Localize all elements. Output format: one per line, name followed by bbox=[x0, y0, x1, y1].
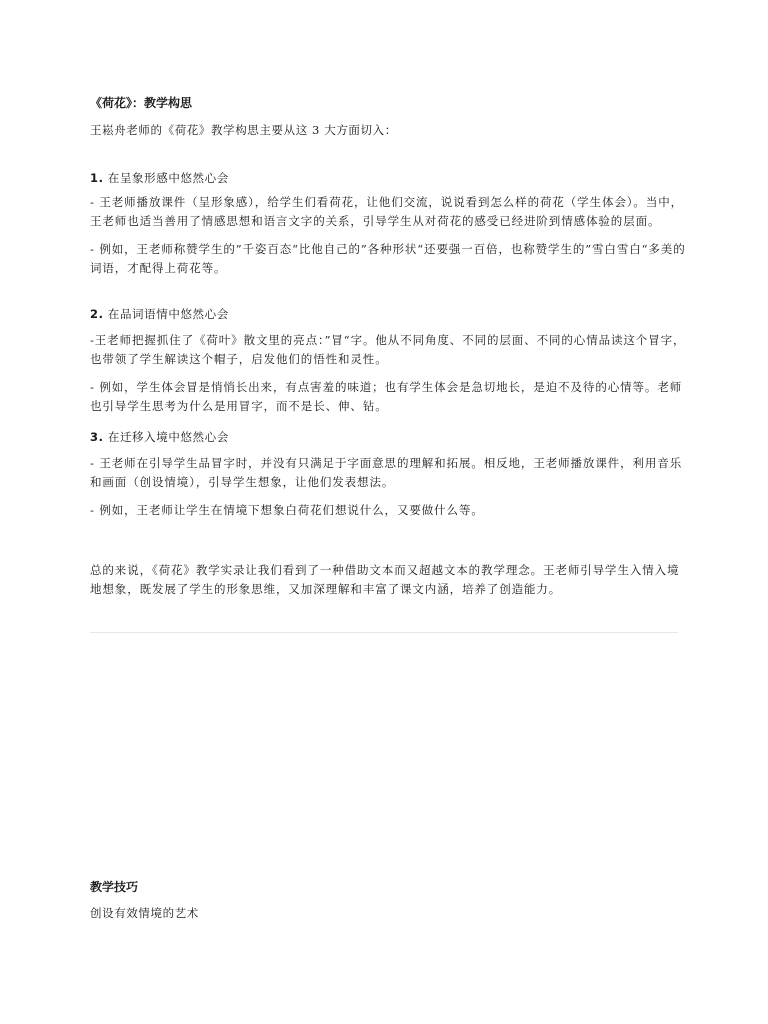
section-1-number: 1. bbox=[90, 171, 104, 185]
section-1-paragraph-2: - 例如，王老师称赞学生的”千姿百态“比他自己的”各种形状“还要强一百倍，也称赞学生的”雪白雪白“多美的词语，才配得上荷花等。 bbox=[90, 242, 686, 275]
section-3-title: 在迁移入境中悠然心会 bbox=[107, 430, 229, 444]
section-3 bbox=[90, 429, 690, 520]
section-2-title: 在品词语情中悠然心会 bbox=[107, 307, 229, 321]
section-1 bbox=[90, 170, 690, 278]
section-3-heading bbox=[90, 429, 690, 445]
section-2-heading bbox=[90, 306, 690, 322]
section-2-number: 2. bbox=[90, 307, 104, 321]
tips-subtitle: 创设有效情境的艺术 bbox=[90, 906, 199, 920]
document-title: 《荷花》：教学构思 bbox=[90, 96, 193, 110]
section-2-paragraph-2: - 例如，学生体会冒是悄悄长出来，有点害羞的味道；也有学生体会是急切地长，是迫不及待的心情等。老师也引导学生思考为什么是用冒字，而不是长、伸、钻。 bbox=[90, 380, 683, 413]
section-3-number: 3. bbox=[90, 430, 104, 444]
section-1-paragraph-1: - 王老师播放课件（呈形象感），给学生们看荷花，让他们交流，说说看到怎么样的荷花（学生体会）。当中，王老师也适当善用了情感思想和语言文字的关系，引导学生从对荷花的感受已经进阶到情感体验的层面。 bbox=[90, 195, 684, 228]
section-1-heading bbox=[90, 170, 690, 186]
section-2-paragraph-1: -王老师把握抓住了《荷叶》散文里的亮点：”冒“字。他从不同角度、不同的层面、不同的心情品读这个冒字，也带领了学生解读这个帽子，启发他们的悟性和灵性。 bbox=[90, 333, 686, 366]
intro-text: 王崧舟老师的《荷花》教学构思主要从这 3 大方面切入： bbox=[90, 123, 397, 137]
section-3-paragraph-1: - 王老师在引导学生品冒字时，并没有只满足于字面意思的理解和拓展。相反地，王老师播放课件，利用音乐和画面（创设情境），引导学生想象，让他们发表想法。 bbox=[90, 456, 683, 489]
summary-paragraph: 总的来说，《荷花》教学实录让我们看到了一种借助文本而又超越文本的教学理念。王老师引导学生入情入境地想象，既发展了学生的形象思维，又加深理解和丰富了课文内涵，培养了创造能力。 bbox=[90, 563, 680, 596]
section-2 bbox=[90, 306, 690, 416]
section-divider bbox=[90, 632, 678, 633]
document-page bbox=[90, 0, 690, 1024]
section-3-paragraph-2: - 例如，王老师让学生在情境下想象白荷花们想说什么，又要做什么等。 bbox=[90, 503, 484, 517]
tips-heading: 教学技巧 bbox=[90, 880, 139, 894]
section-1-title: 在呈象形感中悠然心会 bbox=[107, 171, 229, 185]
